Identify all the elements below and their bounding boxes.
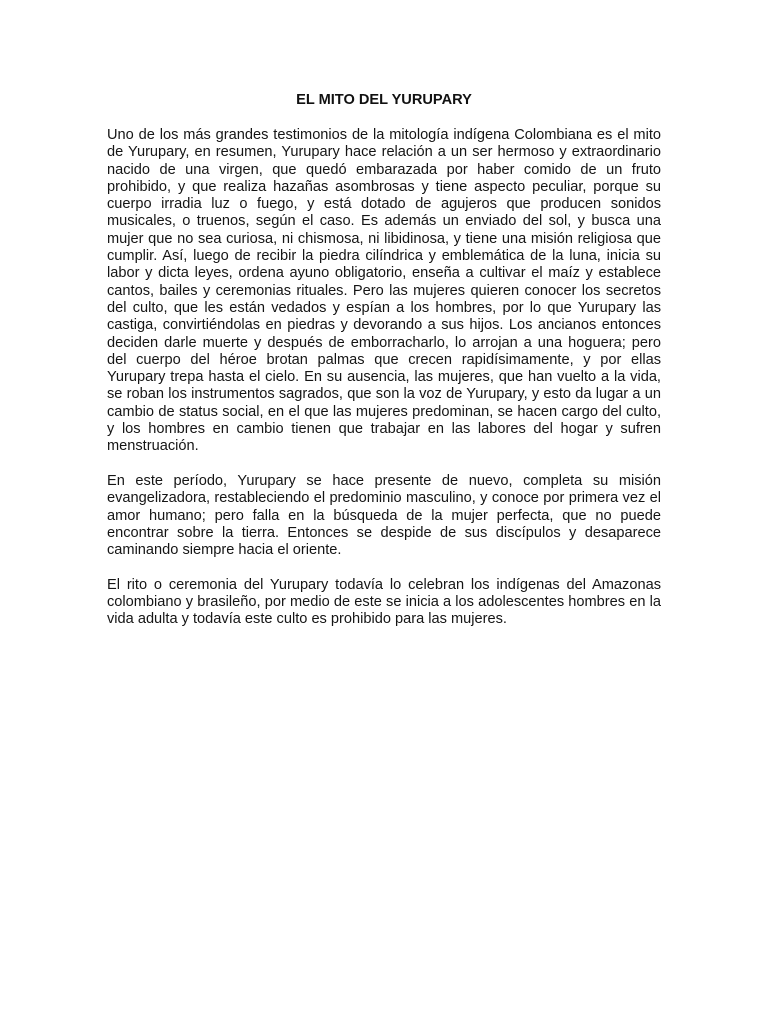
document-title: EL MITO DEL YURUPARY bbox=[296, 92, 472, 108]
document-body bbox=[107, 127, 661, 629]
paragraph: El rito o ceremonia del Yurupary todavía lo celebran los indígenas del Amazonas colombiano y brasileño, por medio de este se inicia a los adolescentes hombres en la vida adulta y todavía este culto es prohibido para las mujeres. bbox=[107, 576, 661, 628]
paragraph: Uno de los más grandes testimonios de la mitología indígena Colombiana es el mito de Yurupary, en resumen, Yurupary hace relación a un ser hermoso y extraordinario nacido de una virgen, que quedó embarazada por haber comido de un fruto prohibido, y que realiza hazañas asombrosas y tiene aspecto peculiar, porque su cuerpo irradia luz o fuego, y está dotado de agujeros que producen sonidos musicales, o truenos, según el caso. Es además un enviado del sol, y busca una mujer que no sea curiosa, ni chismosa, ni libidinosa, y tiene una misión religiosa que cumplir. Así, luego de recibir la piedra cilíndrica y emblemática de la luna, inicia su labor y dicta leyes, ordena ayuno obligatorio, enseña a cultivar el maíz y establece cantos, bailes y ceremonias rituales. Pero las mujeres quieren conocer los secretos del culto, que les están vedados y espían a los hombres, por lo que Yurupary las castiga, convirtiéndolas en piedras y devorando a sus hijos. Los ancianos entonces deciden darle muerte y después de emborracharlo, lo arrojan a una hoguera; pero del cuerpo del héroe brotan palmas que crecen rapidísimamente, y por ellas Yurupary trepa hasta el cielo. En su ausencia, las mujeres, que han vuelto a la vida, se roban los instrumentos sagrados, que son la voz de Yurupary, y esto da lugar a un cambio de status social, en el que las mujeres predominan, se hacen cargo del culto, y los hombres en cambio tienen que trabajar en las labores del hogar y sufren menstruación. bbox=[107, 127, 661, 455]
paragraph: En este período, Yurupary se hace presente de nuevo, completa su misión evangelizadora, restableciendo el predominio masculino, y conoce por primera vez el amor humano; pero falla en la búsqueda de la mujer perfecta, que no puede encontrar sobre la tierra. Entonces se despide de sus discípulos y desaparece caminando siempre hacia el oriente. bbox=[107, 472, 661, 559]
